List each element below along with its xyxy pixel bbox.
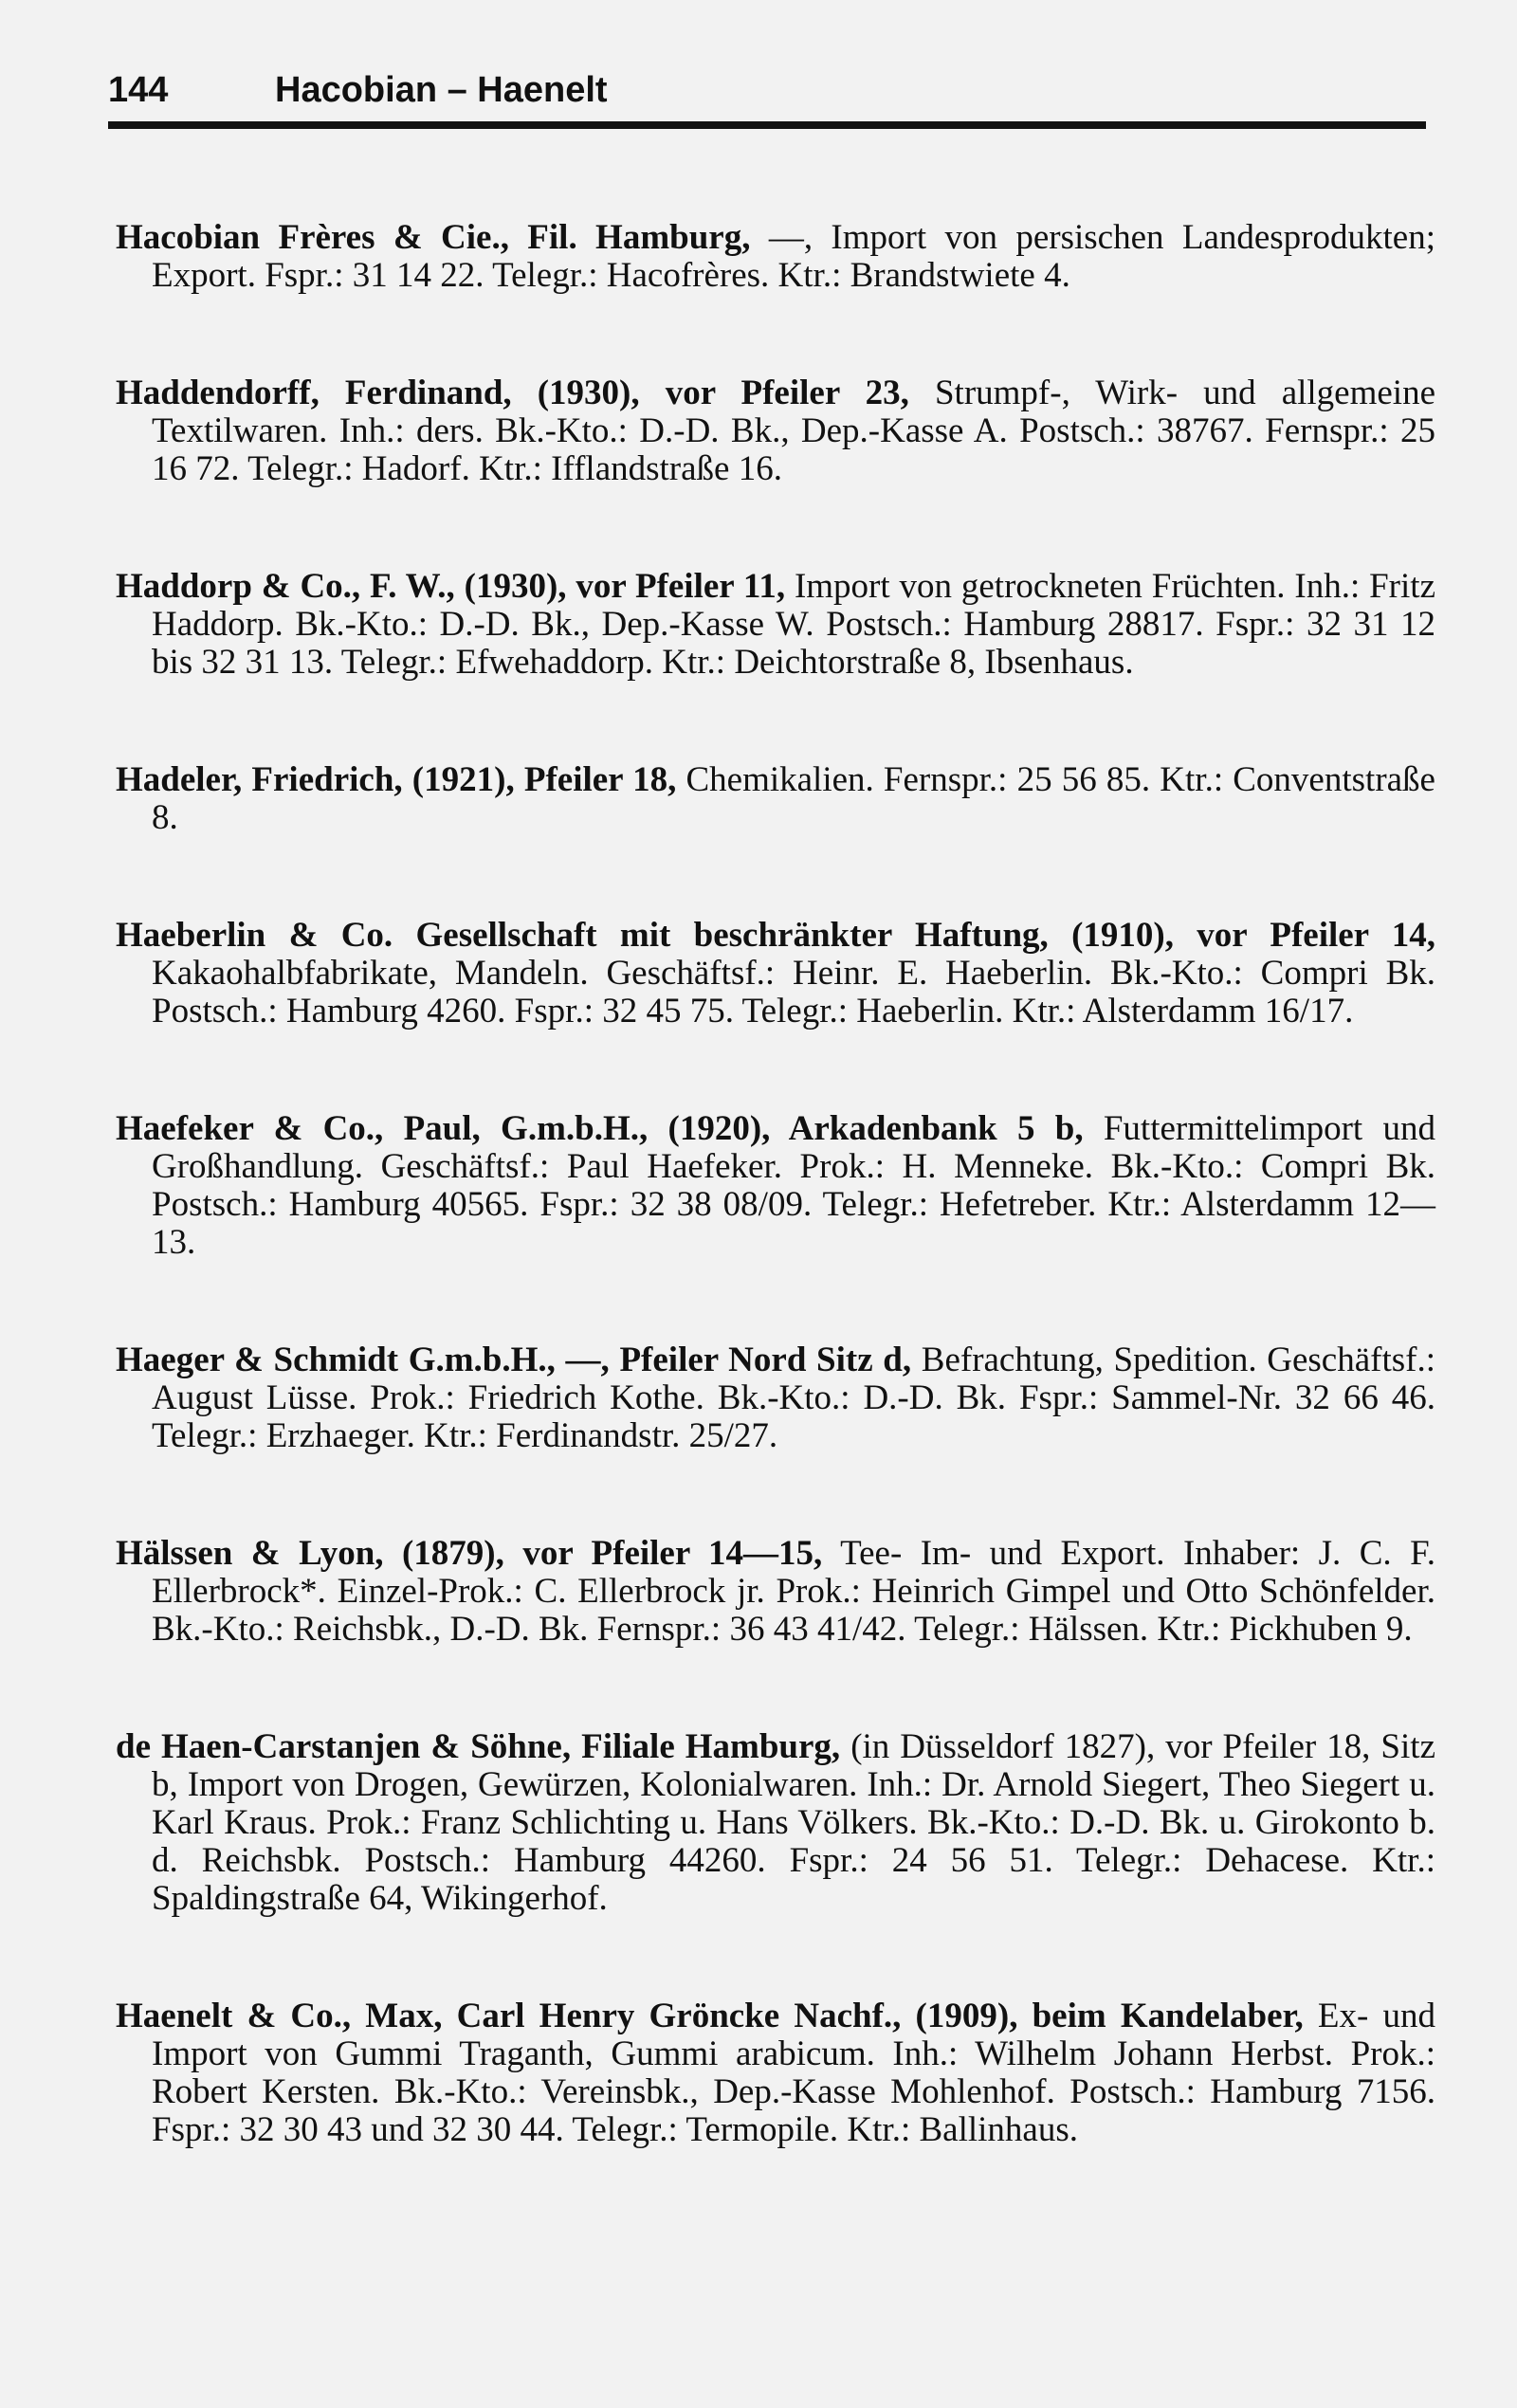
entry-details: Tee- Im- und Export. Inhaber: J. C. F. Ellerbrock*. Einzel-Prok.: C. Ellerbrock jr. Prok.: Heinrich Gimpel und Otto Schönfelder. Bk.-Kto.: Reichsbk., D.-D. Bk. Fernspr.: 36 43 41/42. Telegr.: Hälssen. Ktr.: Pickhuben 9. — [152, 1534, 1435, 1649]
page-title: Hacobian – Haenelt — [275, 70, 608, 110]
entry-details: Kakaohalbfabrikate, Mandeln. Geschäftsf.: Heinr. E. Haeberlin. Bk.-Kto.: Compri Bk. Postsch.: Hamburg 4260. Fspr.: 32 45 75. Telegr.: Haeberlin. Ktr.: Alsterdamm 16/17. — [152, 954, 1435, 1031]
entry-details: Strumpf-, Wirk- und allgemeine Textilwaren. Inh.: ders. Bk.-Kto.: D.-D. Bk., Dep.-Kasse A. Postsch.: 38767. Fernspr.: 25 16 72. Telegr.: Hadorf. Ktr.: Ifflandstraße 16. — [152, 374, 1436, 488]
entry-de-haen-carstanjen — [116, 1728, 1435, 1918]
entry-details: (in Düsseldorf 1827), vor Pfeiler 18, Sitz b, Import von Drogen, Gewürzen, Kolonialwaren. Inh.: Dr. Arnold Siegert, Theo Siegert u. Karl Kraus. Prok.: Franz Schlichting u. Hans Völkers. Bk.-Kto.: D.-D. Bk. u. Girokonto b. d. Reichsbk. Postsch.: Hamburg 44260. Fspr.: 24 56 51. Telegr.: Dehacese. Ktr.: Spaldingstraße 64, Wikingerhof. — [152, 1727, 1435, 1918]
entry-details: Befrachtung, Spedition. Geschäftsf.: August Lüsse. Prok.: Friedrich Kothe. Bk.-Kto.: D.-D. Bk. Fspr.: Sammel-Nr. 32 66 46. Telegr.: Erzhaeger. Ktr.: Ferdinandstr. 25/27. — [152, 1341, 1436, 1455]
entry-details: Chemikalien. Fernspr.: 25 56 85. Ktr.: Conventstraße 8. — [152, 760, 1435, 837]
entry-name: Haddorp & Co., F. W., (1930), vor Pfeiler 11, — [116, 567, 786, 606]
entry-details: —, Import von persischen Landesprodukten; Export. Fspr.: 31 14 22. Telegr.: Hacofrères. Ktr.: Brandstwiete 4. — [152, 218, 1435, 295]
entry-name: de Haen-Carstanjen & Söhne, Filiale Hamburg, — [116, 1727, 841, 1766]
entry-list — [116, 184, 1435, 2229]
entry-details: Ex- und Import von Gummi Traganth, Gummi arabicum. Inh.: Wilhelm Johann Herbst. Prok.: Robert Kersten. Bk.-Kto.: Vereinsbk., Dep.-Kasse Mohlenhof. Postsch.: Hamburg 7156. Fspr.: 32 30 43 und 32 30 44. Telegr.: Termopile. Ktr.: Ballinhaus. — [152, 1997, 1435, 2149]
entry-details: Import von getrockneten Früchten. Inh.: Fritz Haddorp. Bk.-Kto.: D.-D. Bk., Dep.-Kasse W. Postsch.: Hamburg 28817. Fspr.: 32 31 12 bis 32 31 13. Telegr.: Efwehaddorp. Ktr.: Deichtorstraße 8, Ibsenhaus. — [152, 567, 1435, 682]
entry-haddendorff — [116, 374, 1435, 488]
entry-name: Haenelt & Co., Max, Carl Henry Gröncke Nachf., (1909), beim Kandelaber, — [116, 1997, 1304, 2035]
entry-hadeler — [116, 761, 1435, 837]
entry-name: Hacobian Frères & Cie., Fil. Hamburg, — [116, 218, 751, 257]
entry-name: Haeger & Schmidt G.m.b.H., —, Pfeiler Nord Sitz d, — [116, 1341, 912, 1379]
entry-name: Hadeler, Friedrich, (1921), Pfeiler 18, — [116, 760, 677, 799]
entry-haeger-schmidt — [116, 1341, 1435, 1455]
entry-hacobian — [116, 219, 1435, 295]
page-number: 144 — [108, 70, 169, 110]
entry-haenelt — [116, 1998, 1435, 2149]
entry-name: Hälssen & Lyon, (1879), vor Pfeiler 14—15, — [116, 1534, 823, 1573]
entry-haeberlin — [116, 917, 1435, 1031]
entry-name: Haeberlin & Co. Gesellschaft mit beschränkter Haftung, (1910), vor Pfeiler 14, — [116, 916, 1435, 955]
header-rule — [108, 121, 1426, 129]
entry-name: Haddendorff, Ferdinand, (1930), vor Pfeiler 23, — [116, 374, 909, 412]
page-header — [108, 66, 1426, 123]
entry-haefeker — [116, 1110, 1435, 1262]
entry-haelssen-lyon — [116, 1535, 1435, 1649]
entry-details: Futtermittelimport und Großhandlung. Geschäftsf.: Paul Haefeker. Prok.: H. Menneke. Bk.-Kto.: Compri Bk. Postsch.: Hamburg 40565. Fspr.: 32 38 08/09. Telegr.: Hefetreber. Ktr.: Alsterdamm 12—13. — [152, 1109, 1435, 1262]
entry-haddorp — [116, 568, 1435, 682]
entry-name: Haefeker & Co., Paul, G.m.b.H., (1920), Arkadenbank 5 b, — [116, 1109, 1084, 1148]
